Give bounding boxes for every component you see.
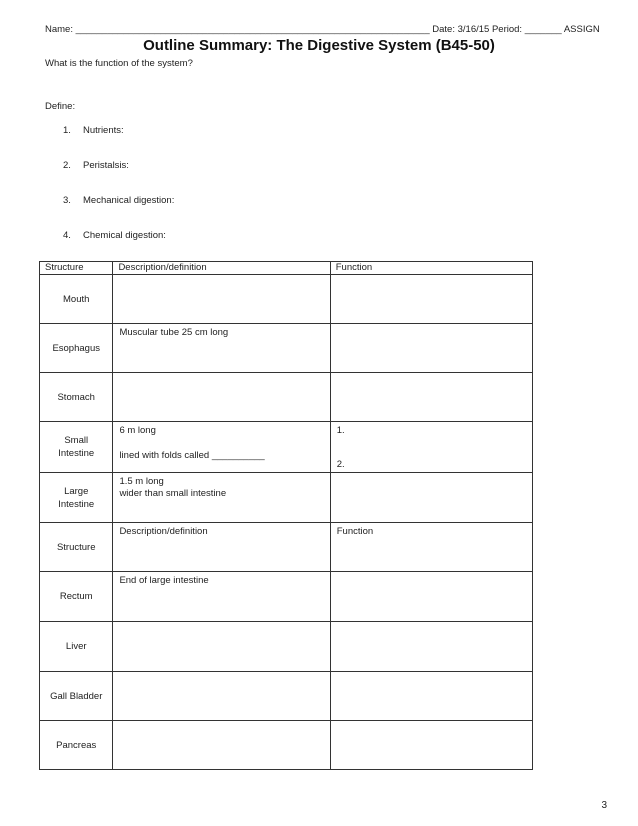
structure-cell: Pancreas [40,721,113,770]
definition-item [63,160,129,171]
function-cell[interactable] [330,572,532,622]
function-number: 1. [336,425,345,436]
description-cell[interactable] [113,275,330,324]
table-row [40,275,533,324]
definition-term: Peristalsis: [83,160,129,171]
structure-cell: Mouth [40,275,113,324]
page-title: Outline Summary: The Digestive System (B45-50) [143,37,495,54]
table-row [40,523,533,572]
definition-number: 1. [63,125,71,136]
function-cell[interactable] [330,324,532,373]
table-row [40,572,533,622]
description-cell[interactable] [113,324,330,373]
description-text: 1.5 m long [119,476,164,487]
table-row [40,422,533,473]
description-text: End of large intestine [119,575,209,586]
table-row [40,721,533,770]
description-cell[interactable] [113,422,330,473]
function-cell[interactable] [330,622,532,672]
definition-number: 2. [63,160,71,171]
assign-label: ASSIGN [563,24,600,35]
definition-number: 3. [63,195,71,206]
structure-line: Small [64,435,89,446]
structure-cell: Stomach [40,373,113,422]
period-field-label[interactable]: Period: _______ [491,24,562,35]
definition-item [63,125,124,136]
function-cell[interactable] [330,672,532,721]
definition-term: Nutrients: [83,125,124,136]
description-text: Description/definition [119,526,208,537]
structure-cell: Structure [40,523,113,572]
page-number: 3 [601,800,607,811]
function-question: What is the function of the system? [45,58,193,69]
function-text: Function [336,526,374,537]
structure-line: Large [64,485,89,497]
table-row [40,373,533,422]
description-text: wider than small intestine [119,488,227,499]
definition-number: 4. [63,230,71,241]
structure-line: Intestine [58,448,95,459]
name-field-label[interactable]: Name: ___________________________________________________________________ [45,24,430,35]
structure-cell: Gall Bladder [40,672,113,721]
structure-cell: Liver [40,622,113,672]
table-row [40,473,533,523]
description-cell[interactable] [113,523,330,572]
definition-term: Chemical digestion: [83,230,166,241]
table-header-row [40,262,533,275]
definition-item [63,230,166,241]
define-label: Define: [45,101,76,112]
date-label: Date: 3/16/15 [432,24,490,35]
function-cell[interactable] [330,275,532,324]
structure-line: Intestine [58,498,95,510]
function-cell[interactable] [330,523,532,572]
description-text: 6 m long [119,425,156,436]
description-cell[interactable] [113,572,330,622]
description-cell[interactable] [113,672,330,721]
structure-cell [40,422,113,473]
description-cell[interactable] [113,622,330,672]
structure-cell [40,473,113,523]
description-cell[interactable] [113,473,330,523]
description-cell[interactable] [113,721,330,770]
header-line [45,24,600,35]
structure-cell: Esophagus [40,324,113,373]
function-cell[interactable] [330,373,532,422]
definition-item [63,195,174,206]
definition-term: Mechanical digestion: [83,195,175,206]
function-cell[interactable] [330,473,532,523]
column-header-description: Description/definition [113,262,330,275]
table-row [40,324,533,373]
description-text: Muscular tube 25 cm long [119,327,229,338]
column-header-function: Function [330,262,532,275]
table-row [40,622,533,672]
structure-cell: Rectum [40,572,113,622]
table-row [40,672,533,721]
description-cell[interactable] [113,373,330,422]
function-number: 2. [336,459,345,470]
digestive-structure-table [39,261,533,770]
function-cell[interactable] [330,422,532,473]
column-header-structure: Structure [40,262,113,275]
description-text: lined with folds called __________ [119,450,265,461]
function-cell[interactable] [330,721,532,770]
